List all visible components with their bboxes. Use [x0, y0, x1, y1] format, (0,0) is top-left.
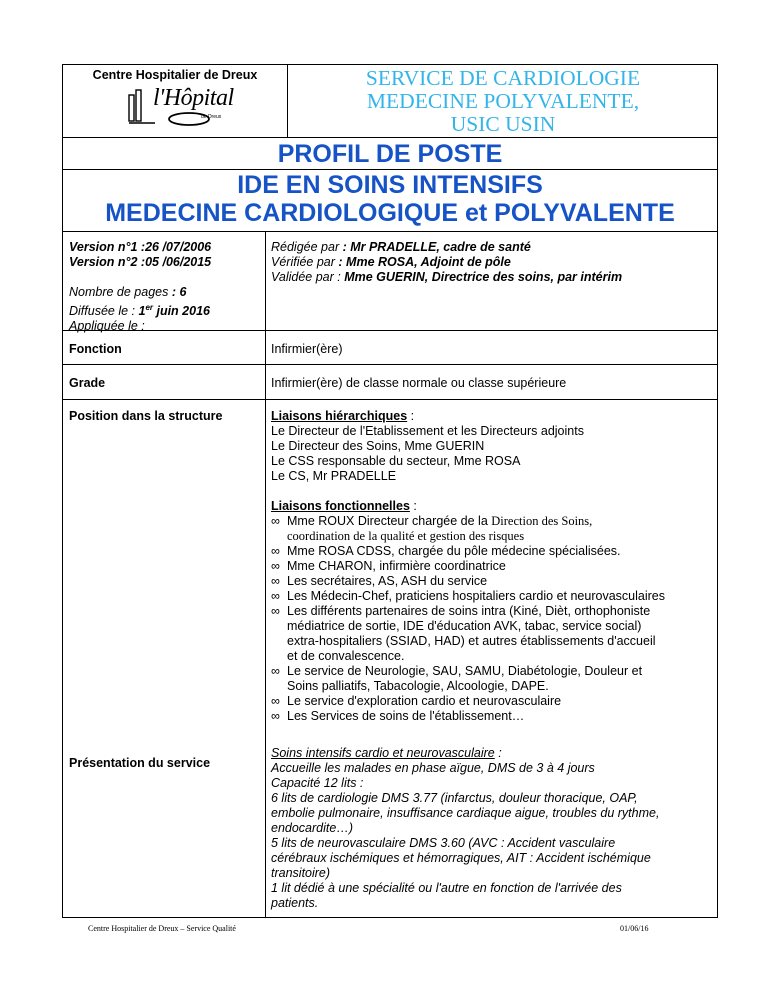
infinity-bullet-icon: ∞ — [271, 604, 280, 618]
header-organization-cell — [63, 65, 288, 137]
list-item-text: médiatrice de sortie, IDE d'éducation AVK, tabac, service social) — [287, 619, 642, 633]
list-item — [271, 664, 711, 694]
fonction-label: Fonction — [69, 342, 122, 356]
diffusee-month: juin 2016 — [153, 304, 210, 319]
functional-links-colon: : — [409, 499, 417, 513]
version-1-date: :26 /07/2006 — [137, 240, 212, 254]
list-item-text: Direction des Soins, — [491, 514, 593, 528]
list-item — [271, 709, 711, 724]
presentation-line: 6 lits de cardiologie DMS 3.77 (infarctus, douleur thoracique, OAP, — [271, 791, 638, 805]
presentation-content — [271, 746, 711, 911]
organization-name: Centre Hospitalier de Dreux — [92, 68, 258, 82]
header-block — [62, 64, 718, 138]
presentation-line: embolie pulmonaire, insuffisance cardiaque aigue, troubles du rythme, — [271, 806, 660, 820]
row-divider — [63, 399, 717, 400]
list-item: Le Directeur des Soins, Mme GUERIN — [271, 439, 485, 453]
redigee-value: : Mr PRADELLE, cadre de santé — [342, 240, 531, 254]
diffusee-label: Diffusée le : — [69, 304, 139, 319]
grade-value: Infirmier(ère) de classe normale ou classe supérieure — [271, 376, 567, 390]
redigee-label: Rédigée par — [271, 240, 343, 254]
infinity-bullet-icon: ∞ — [271, 589, 280, 603]
validee-label: Validée par : — [271, 270, 345, 284]
verifiee-label: Vérifiée par — [271, 255, 339, 269]
list-item-text: Mme ROSA CDSS, chargée du pôle médecine spécialisées. — [287, 544, 621, 558]
version-2-label: Version n°2 — [69, 255, 138, 269]
presentation-line: Accueille les malades en phase aïgue, DMS de 3 à 4 jours — [271, 761, 595, 775]
list-item — [271, 694, 711, 709]
presentation-line: 5 lits de neurovasculaire DMS 3.60 (AVC : Accident vasculaire — [271, 836, 616, 850]
presentation-subtitle: Soins intensifs cardio et neurovasculaire — [271, 746, 495, 760]
infinity-bullet-icon: ∞ — [271, 709, 280, 723]
list-item-text: Les Services de soins de l'établissement… — [287, 709, 525, 723]
service-line: SERVICE DE CARDIOLOGIE — [365, 66, 641, 90]
infinity-bullet-icon: ∞ — [271, 664, 280, 678]
list-item-text: Les secrétaires, AS, ASH du service — [287, 574, 488, 588]
list-item-text: Le service de Neurologie, SAU, SAMU, Diabétologie, Douleur et — [287, 664, 643, 678]
profile-table — [62, 232, 718, 918]
position-label: Position dans la structure — [69, 409, 223, 423]
list-item — [271, 604, 711, 664]
presentation-line: 1 lit dédié à une spécialité ou l'autre en fonction de l'arrivée des — [271, 881, 622, 895]
infinity-bullet-icon: ∞ — [271, 694, 280, 708]
presentation-line: transitoire) — [271, 866, 331, 880]
list-item: Le Directeur de l'Etablissement et les Directeurs adjoints — [271, 424, 584, 438]
logo-subtext: de Dreux — [201, 114, 222, 120]
document-subtitle: IDE EN SOINS INTENSIFS — [237, 171, 543, 199]
service-name — [289, 67, 717, 136]
list-item — [271, 589, 711, 604]
service-line: MEDECINE POLYVALENTE, — [366, 89, 640, 113]
fonction-value: Infirmier(ère) — [271, 342, 343, 356]
document-title: PROFIL DE POSTE — [277, 140, 503, 168]
functional-links-title: Liaisons fonctionnelles — [271, 499, 410, 513]
diffusee-sup: er — [145, 303, 153, 312]
validee-value: Mme GUERIN, Directrice des soins, par intérim — [344, 270, 623, 284]
hierarchical-links-title: Liaisons hiérarchiques — [271, 409, 408, 423]
verifiee-value: : Mme ROSA, Adjoint de pôle — [338, 255, 511, 269]
footer-date: 01/06/16 — [620, 924, 649, 933]
list-item — [271, 514, 711, 544]
infinity-bullet-icon: ∞ — [271, 559, 280, 573]
list-item — [271, 574, 711, 589]
list-item-text: extra-hospitaliers (SSIAD, HAD) et autres établissements d'accueil — [287, 634, 656, 648]
hierarchical-links-colon: : — [407, 409, 415, 423]
presentation-line: cérébraux ischémiques et hémorragiques, AIT : Accident ischémique — [271, 851, 651, 865]
logo-text: l'Hôpital — [153, 85, 234, 111]
row-divider — [63, 364, 717, 365]
diffusee-day: 1 — [138, 304, 146, 319]
presentation-subtitle-colon: : — [494, 746, 502, 760]
title-block — [62, 138, 718, 232]
column-divider — [265, 232, 266, 917]
appliquee-label: Appliquée le : — [69, 319, 145, 334]
service-line: USIC USIN — [450, 112, 556, 136]
presentation-line: patients. — [271, 896, 319, 910]
list-item-text: Les Médecin-Chef, praticiens hospitaliers cardio et neurovasculaires — [287, 589, 665, 603]
list-item-text: Les différents partenaires de soins intra (Kiné, Dièt, orthophoniste — [287, 604, 651, 618]
list-item: Le CS, Mr PRADELLE — [271, 469, 397, 483]
infinity-bullet-icon: ∞ — [271, 544, 280, 558]
list-item-text: Soins palliatifs, Tabacologie, Alcoologie, DAPE. — [287, 679, 549, 693]
list-item-text: Le service d'exploration cardio et neurovasculaire — [287, 694, 562, 708]
pages-value: : 6 — [168, 285, 187, 299]
infinity-bullet-icon: ∞ — [271, 574, 280, 588]
position-content — [271, 409, 711, 724]
presentation-line: endocardite…) — [271, 821, 353, 835]
presentation-line: Capacité 12 lits : — [271, 776, 364, 790]
list-item — [271, 544, 711, 559]
list-item-text: coordination de la qualité et gestion des risques — [287, 529, 525, 543]
divider — [63, 169, 717, 170]
pages-label: Nombre de pages — [69, 285, 169, 299]
presentation-label: Présentation du service — [69, 756, 211, 770]
infinity-bullet-icon: ∞ — [271, 514, 280, 528]
hospital-logo — [127, 83, 237, 131]
list-item-text: Mme ROUX Directeur chargée de la — [287, 514, 492, 528]
footer-left: Centre Hospitalier de Dreux – Service Qualité — [88, 924, 236, 933]
list-item: Le CSS responsable du secteur, Mme ROSA — [271, 454, 521, 468]
version-1-label: Version n°1 — [69, 240, 138, 254]
version-info — [69, 240, 261, 334]
list-item-text: et de convalescence. — [287, 649, 405, 663]
document-subtitle: MEDECINE CARDIOLOGIQUE et POLYVALENTE — [105, 199, 675, 227]
grade-label: Grade — [69, 376, 106, 390]
validation-info — [271, 240, 711, 285]
version-2-date: :05 /06/2015 — [137, 255, 212, 269]
list-item-text: Mme CHARON, infirmière coordinatrice — [287, 559, 506, 573]
list-item — [271, 559, 711, 574]
